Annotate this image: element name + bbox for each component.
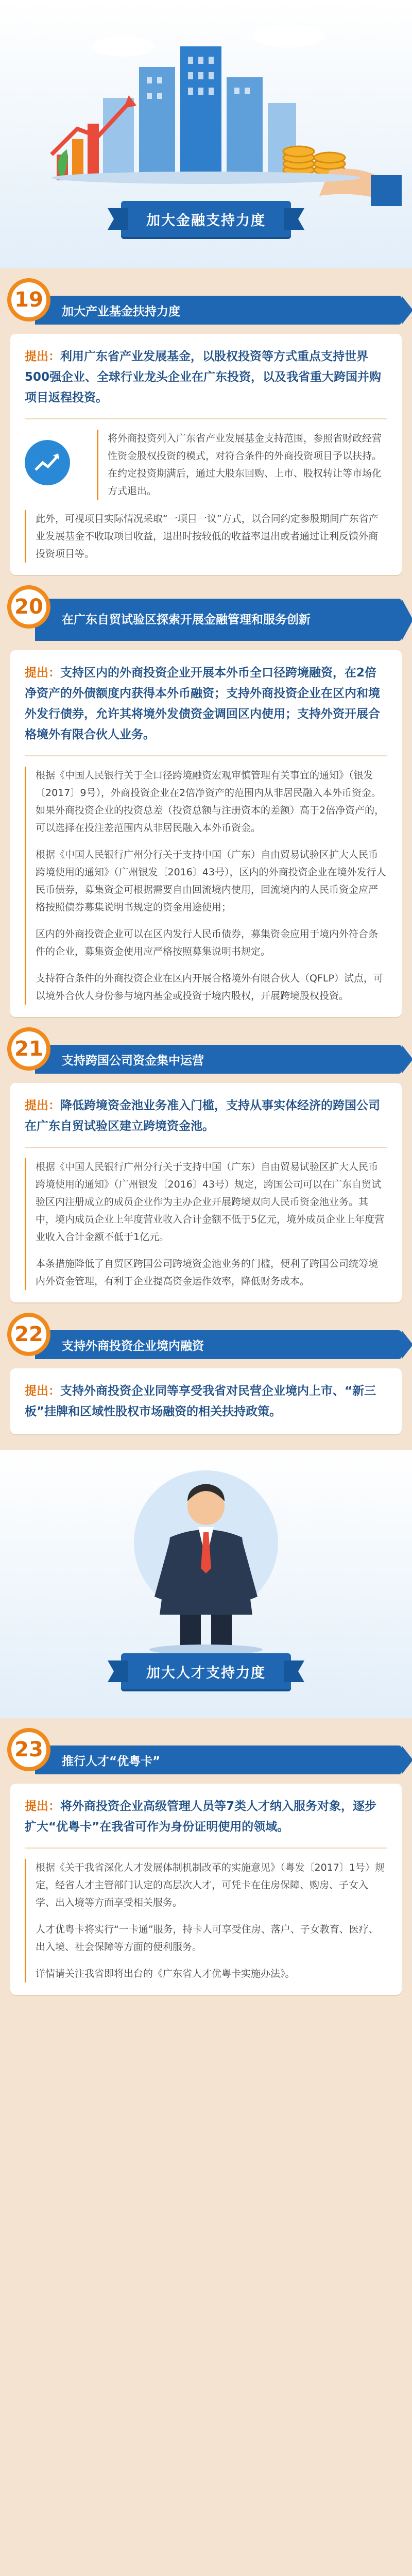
item-title: 推行人才“优粤卡” [35, 1745, 402, 1774]
divider [25, 755, 387, 756]
section-banner [121, 201, 291, 237]
proposal-label: 提出： [25, 1099, 60, 1112]
item-number: 23 [7, 1728, 50, 1771]
item-card [10, 1083, 402, 1302]
item-card [10, 1784, 402, 1995]
item-card [10, 334, 402, 575]
item-body [25, 1158, 387, 1290]
proposal-label: 提出： [25, 1384, 60, 1398]
proposal-text: 利用广东省产业发展基金，以股权投资等方式重点支持世界500强企业、全球行业龙头企业在广东投资，以及我省重大跨国并购项目返程投资。 [25, 350, 382, 404]
proposal-text: 支持区内的外商投资企业开展本外币全口径跨境融资，在2倍净资产的外债额度内获得本外币融资；支持外商投资企业在区内和境外发行债券，允许其将境外发债资金调回区内使用；支持外资开展合格境外有限合伙人业务。 [25, 666, 380, 741]
body-paragraph: 区内的外商投资企业可以在区内发行人民币债券，募集资金应用于境内外符合条件的企业，募集资金使用应严格按照募集说明书规定。 [36, 928, 379, 957]
banner-text: 加大金融支持力度 [146, 212, 266, 229]
proposal-text: 支持外商投资企业同等享受我省对民营企业境内上市、“新三板”挂牌和区域性股权市场融资的相关扶持政策。 [25, 1384, 376, 1418]
proposal-label: 提出： [25, 666, 60, 680]
item-title: 加大产业基金扶持力度 [35, 296, 402, 325]
item-number: 20 [7, 585, 50, 629]
proposal-text: 降低跨境资金池业务准入门槛，支持从事实体经济的跨国公司在广东自贸试验区建立跨境资金池。 [25, 1099, 380, 1133]
item-proposal [25, 663, 387, 745]
item-card [10, 650, 402, 1017]
item-body [25, 510, 387, 563]
item-title: 支持外商投资企业境内融资 [35, 1330, 402, 1359]
item-card [10, 1368, 402, 1434]
body-paragraph: 将外商投资列入广东省产业发展基金支持范围，参照省财政经营性资金股权投资的模式，对符合条件的外商投资项目予以扶持。在约定投资期满后，通过大股东回购、上市、股权转让等市场化方式退出。 [108, 433, 382, 497]
finance-illustration [0, 0, 412, 216]
item-body [25, 767, 387, 1005]
body-paragraph: 根据《中国人民银行广州分行关于支持中国（广东）自由贸易试验区扩大人民币跨境使用的通知》（广州银发〔2016〕43号），区内的外商投资企业在境外发行人民币债券，募集资金可根据需要自由回流境内使用，回流境内的人民币资金应严格按照债券募集说明书规定的资金用途使用； [36, 849, 386, 913]
body-paragraph: 支持符合条件的外商投资企业在区内开展合格境外有限合伙人（QFLP）试点，可以境外合伙人身份参与境内基金或投资于境内股权，开展跨境股权投资。 [36, 973, 383, 1002]
item-number: 21 [7, 1027, 50, 1071]
item-19 [10, 278, 402, 575]
item-proposal [25, 346, 387, 408]
finance-hero [0, 0, 412, 268]
body-paragraph: 根据《中国人民银行广州分行关于支持中国（广东）自由贸易试验区扩大人民币跨境使用的通知》（广州银发〔2016〕43号）规定，跨国公司可以在广东自贸试验区内注册成立的成员企业作为主办企业开展跨境双向人民币资金池业务。其中，境内成员企业上年度营业收入合计金额不低于5亿元，境外成员企业上年度营业收入合计金额不低于1亿元。 [36, 1161, 385, 1243]
item-proposal [25, 1095, 387, 1137]
item-23 [10, 1728, 402, 1995]
proposal-label: 提出： [25, 1800, 60, 1813]
proposal-label: 提出： [25, 350, 60, 363]
body-paragraph: 人才优粤卡将实行“一卡通”服务，持卡人可享受住房、落户、子女教育、医疗、出入境、社会保障等方面的便利服务。 [36, 1924, 379, 1953]
body-paragraph: 根据《关于我省深化人才发展体制机制改革的实施意见》（粤发〔2017〕1号）规定，经省人才主管部门认定的高层次人才，可凭卡在住房保障、购房、子女入学、出入境等方面享受相关服务。 [36, 1862, 385, 1908]
talent-hero [0, 1450, 412, 1718]
body-paragraph: 本条措施降低了自贸区跨国公司跨境资金池业务的门槛，便利了跨国公司统筹境内外资金管理，有利于企业提高资金运作效率，降低财务成本。 [36, 1258, 379, 1287]
body-paragraph: 此外，可视项目实际情况采取“一项目一议”方式，以合同约定参股期间广东省产业发展基金不收取项目收益，退出时按较低的收益率退出或者通过让利反馈外商投资项目等。 [36, 513, 379, 560]
body-paragraph: 详情请关注我省即将出台的《广东省人才优粤卡实施办法》。 [36, 1968, 295, 1979]
banner-text: 加大人才支持力度 [146, 1665, 266, 1681]
section-banner [121, 1653, 291, 1689]
proposal-text: 将外商投资企业高级管理人员等7类人才纳入服务对象，逐步扩大“优粤卡”在我省可作为身份证明使用的领域。 [25, 1800, 377, 1834]
divider [25, 418, 387, 419]
businessman-illustration [0, 1450, 412, 1666]
item-22 [10, 1313, 402, 1434]
item-body [25, 1859, 387, 1982]
body-paragraph: 根据《中国人民银行关于全口径跨境融资宏观审慎管理有关事宜的通知》（银发〔2017〕9号），外商投资企业在2倍净资产的范围内从非居民融入本外币资金。如果外商投资企业的投资总差（投资总额与注册资本的差额）高于2倍净资产的，可以选择在投注差范围内从非居民融入本外币资金。 [36, 770, 385, 834]
item-20 [10, 585, 402, 1017]
divider [25, 1147, 387, 1148]
item-proposal [25, 1796, 387, 1837]
item-21 [10, 1027, 402, 1302]
divider [25, 1848, 387, 1849]
item-title: 在广东自贸试验区探索开展金融管理和服务创新 [35, 599, 402, 641]
item-title: 支持跨国公司资金集中运营 [35, 1045, 402, 1074]
item-number: 22 [7, 1313, 50, 1356]
item-body-row [25, 430, 387, 500]
item-proposal [25, 1381, 387, 1422]
growth-chart-icon [25, 440, 70, 485]
item-body [97, 430, 387, 500]
item-number: 19 [7, 278, 50, 321]
